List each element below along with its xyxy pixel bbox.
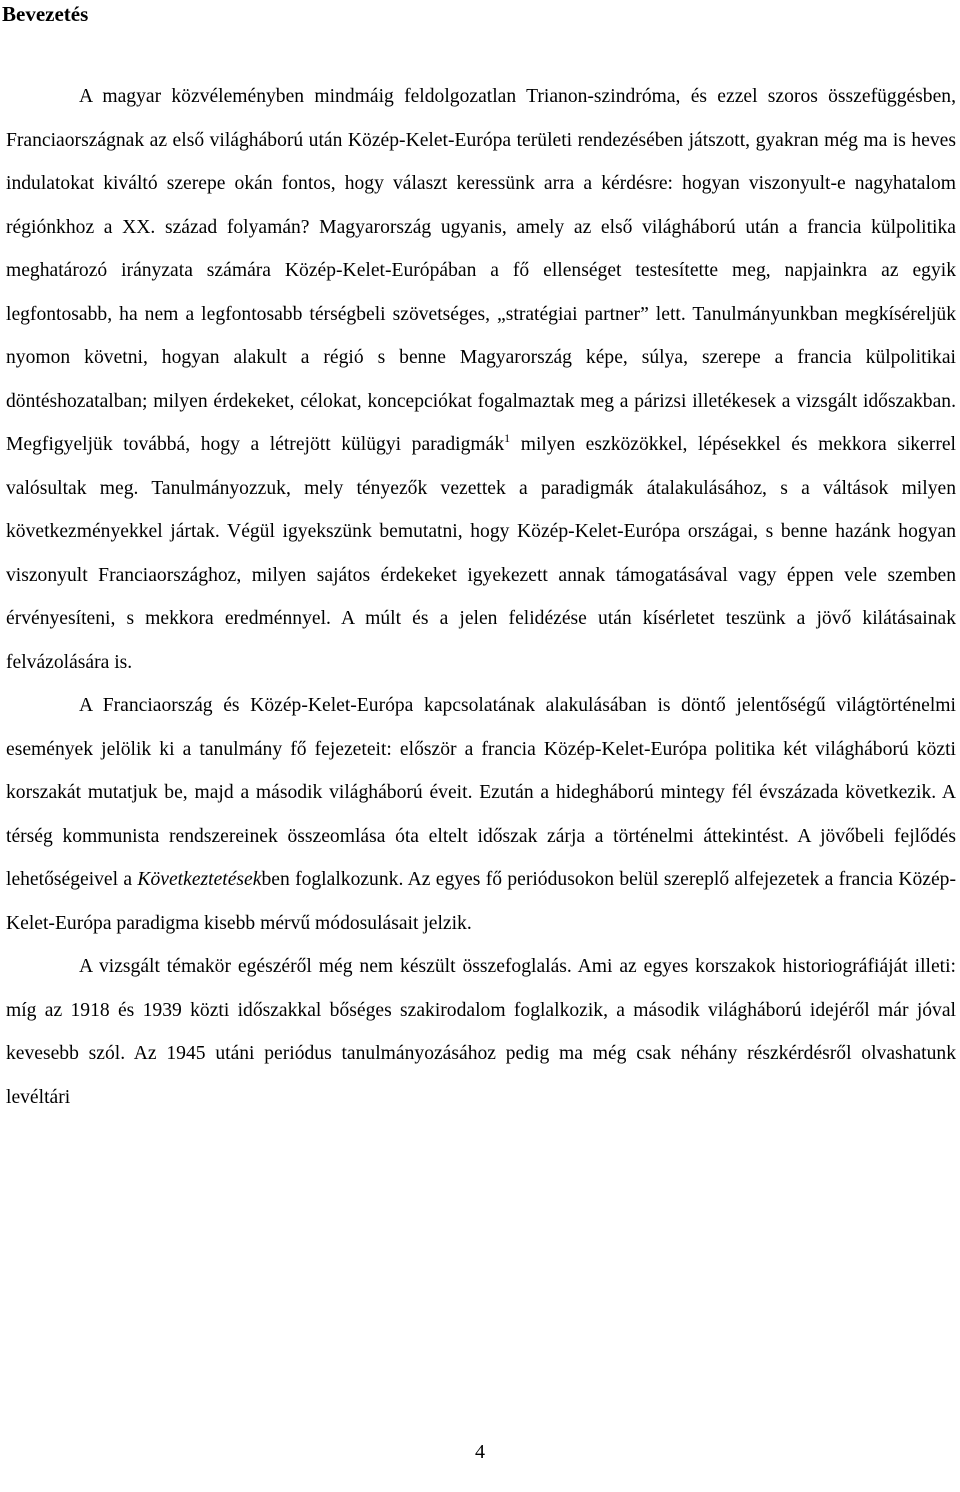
paragraph-2-text-b: ben foglalkozunk. Az egyes fő periódusokon belül szereplő alfejezetek a francia Közép-Kelet-Európa paradigma kisebb mérvű módosulásait jelzik. [6, 869, 956, 934]
paragraph-1-text-a: A magyar közvéleményben mindmáig feldolgozatlan Trianon-szindróma, és ezzel szoros összefüggésben, Franciaországnak az első világháború után Közép-Kelet-Európa területi rendezésében játszott, gyakran még ma is heves indulatokat kiváltó szerepe okán fontos, hogy választ keressünk arra a kérdésre: hogyan viszonyult-e nagyhatalom régiónkhoz a XX. század folyamán? Magyarország ugyanis, amely az első világháború után a francia külpolitika meghatározó irányzata számára Közép-Kelet-Európában a fő ellenséget testesítette meg, napjainkra az egyik legfontosabb, ha nem a legfontosabb térségbeli szövetséges, „stratégiai partner” lett. Tanulmányunkban megkíséreljük nyomon követni, hogyan alakult a régió s benne Magyarország képe, súlya, szerepe a francia külpolitikai döntéshozatalban; milyen érdekeket, célokat, koncepciókat fogalmaztak meg a párizsi illetékesek a vizsgált időszakban. Megfigyeljük továbbá, hogy a létrejött külügyi paradigmák [6, 86, 956, 455]
paragraph-2 [6, 684, 956, 945]
section-heading: Bevezetés [2, 2, 89, 26]
paragraph-3 [6, 945, 956, 1119]
footnote-reference-1[interactable]: 1 [504, 431, 511, 445]
paragraph-2-text-a: A Franciaország és Közép-Kelet-Európa kapcsolatának alakulásában is döntő jelentőségű világtörténelmi események jelölik ki a tanulmány fő fejezeteit: először a francia Közép-Kelet-Európa politika két világháború közti korszakát mutatjuk be, majd a második világháború éveit. Ezután a hidegháború mintegy fél évszázada következik. A térség kommunista rendszereinek összeomlása óta eltelt időszak zárja a történelmi áttekintést. A jövőbeli fejlődés lehetőségeivel a [6, 695, 956, 890]
paragraph-1 [6, 75, 956, 684]
paragraph-1-text-b: milyen eszközökkel, lépésekkel és mekkora sikerrel valósultak meg. Tanulmányozzuk, mely tényezők vezettek a paradigmák átalakulásához, s a váltások milyen következményekkel jártak. Végül igyekszünk bemutatni, hogy Közép-Kelet-Európa országai, s benne hazánk hogyan viszonyult Franciaországhoz, milyen sajátos érdekeket igyekezett annak támogatásával vagy éppen vele szemben érvényesíteni, s mekkora eredménnyel. A múlt és a jelen felidézése után kísérletet teszünk a jövő kilátásainak felvázolására is. [6, 434, 956, 673]
paragraph-3-text: A vizsgált témakör egészéről még nem készült összefoglalás. Ami az egyes korszakok historiográfiáját illeti: míg az 1918 és 1939 közti időszakkal bőséges szakirodalom foglalkozik, a második világháború idejéről már jóval kevesebb szól. Az 1945 utáni periódus tanulmányozásához pedig ma még csak néhány részkérdésről olvashatunk levéltári [6, 956, 956, 1108]
paragraph-2-italic-term: Következtetések [137, 869, 262, 890]
body-text [6, 75, 956, 1119]
page-number: 4 [475, 1441, 485, 1463]
